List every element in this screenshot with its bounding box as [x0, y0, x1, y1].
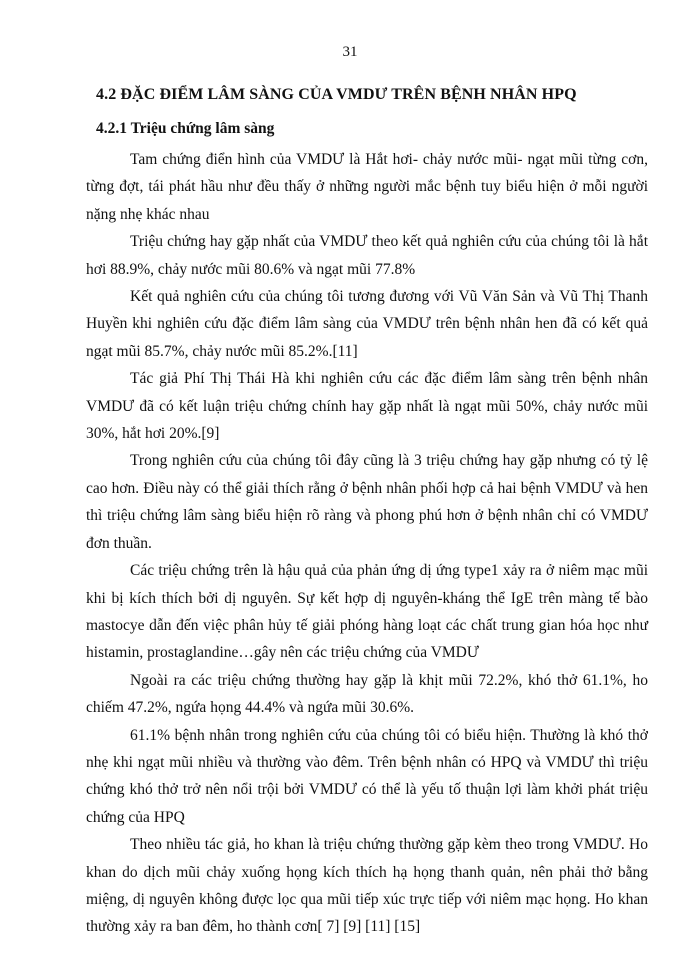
body-text — [86, 146, 648, 941]
section-heading: 4.2 ĐẶC ĐIỂM LÂM SÀNG CỦA VMDƯ TRÊN BỆNH NHÂN HPQ — [96, 86, 577, 103]
subsection-heading: 4.2.1 Triệu chứng lâm sàng — [96, 120, 275, 137]
paragraph-comparison-san-huyen: Kết quả nghiên cứu của chúng tôi tương đương với Vũ Văn Sản và Vũ Thị Thanh Huyền khi nghiên cứu đặc điểm lâm sàng của VMDƯ trên bệnh nhân hen đã có kết quả ngạt mũi 85.7%, chảy nước mũi 85.2%.[11] — [86, 288, 648, 360]
paragraph-explanation: Trong nghiên cứu của chúng tôi đây cũng là 3 triệu chứng hay gặp nhưng có tỷ lệ cao hơn. Điều này có thể giải thích rằng ở bệnh nhân phối hợp cả hai bệnh VMDƯ và hen thì triệu chứng lâm sàng biểu hiện rõ ràng và phong phú hơn ở bệnh nhân chỉ có VMDƯ đơn thuần. — [86, 452, 648, 552]
paragraph-mechanism: Các triệu chứng trên là hậu quả của phản ứng dị ứng type1 xảy ra ở niêm mạc mũi khi bị kích thích bởi dị nguyên. Sự kết hợp dị nguyên-kháng thể IgE trên màng tế bào mastocye dẫn đến việc phân hủy tế giải phóng hàng loạt các chất trung gian hóa học như histamin, prostaglandine…gây nên các triệu chứng của VMDƯ — [86, 562, 648, 662]
paragraph-dry-cough: Theo nhiều tác giả, ho khan là triệu chứng thường gặp kèm theo trong VMDƯ. Ho khan do dịch mũi chảy xuống họng kích thích hạ họng thanh quản, nên phải thở bằng miệng, dị nguyên không được lọc qua mũi tiếp xúc trực tiếp với niêm mạc họng. Ho khan thường xảy ra ban đêm, ho thành cơn[ 7] [9] [11] [15] — [86, 836, 648, 936]
paragraph-other-symptoms: Ngoài ra các triệu chứng thường hay gặp là khịt mũi 72.2%, khó thở 61.1%, ho chiếm 47.2%, ngứa họng 44.4% và ngứa mũi 30.6%. — [86, 671, 648, 717]
page-number: 31 — [342, 44, 358, 60]
paragraph-triad: Tam chứng điển hình của VMDƯ là Hắt hơi- chảy nước mũi- ngạt mũi từng cơn, từng đợt, tái phát hầu như đều thấy ở những người mắc bệnh tuy biểu hiện ở mỗi người nặng nhẹ khác nhau — [86, 151, 648, 223]
paragraph-comparison-thai-ha: Tác giả Phí Thị Thái Hà khi nghiên cứu các đặc điểm lâm sàng trên bệnh nhân VMDƯ đã có kết luận triệu chứng chính hay gặp nhất là ngạt mũi 50%, chảy nước mũi 30%, hắt hơi 20%.[9] — [86, 370, 648, 443]
paragraph-dyspnea: 61.1% bệnh nhân trong nghiên cứu của chúng tôi có biểu hiện. Thường là khó thở nhẹ khi ngạt mũi nhiều và thường vào đêm. Trên bệnh nhân có HPQ và VMDƯ thì triệu chứng khó thở trở nên nổi trội bởi VMDƯ có thể là yếu tố thuận lợi làm khởi phát triệu chứng của HPQ — [86, 726, 648, 826]
paragraph-common-symptoms: Triệu chứng hay gặp nhất của VMDƯ theo kết quả nghiên cứu của chúng tôi là hắt hơi 88.9%, chảy nước mũi 80.6% và ngạt mũi 77.8% — [86, 233, 648, 278]
